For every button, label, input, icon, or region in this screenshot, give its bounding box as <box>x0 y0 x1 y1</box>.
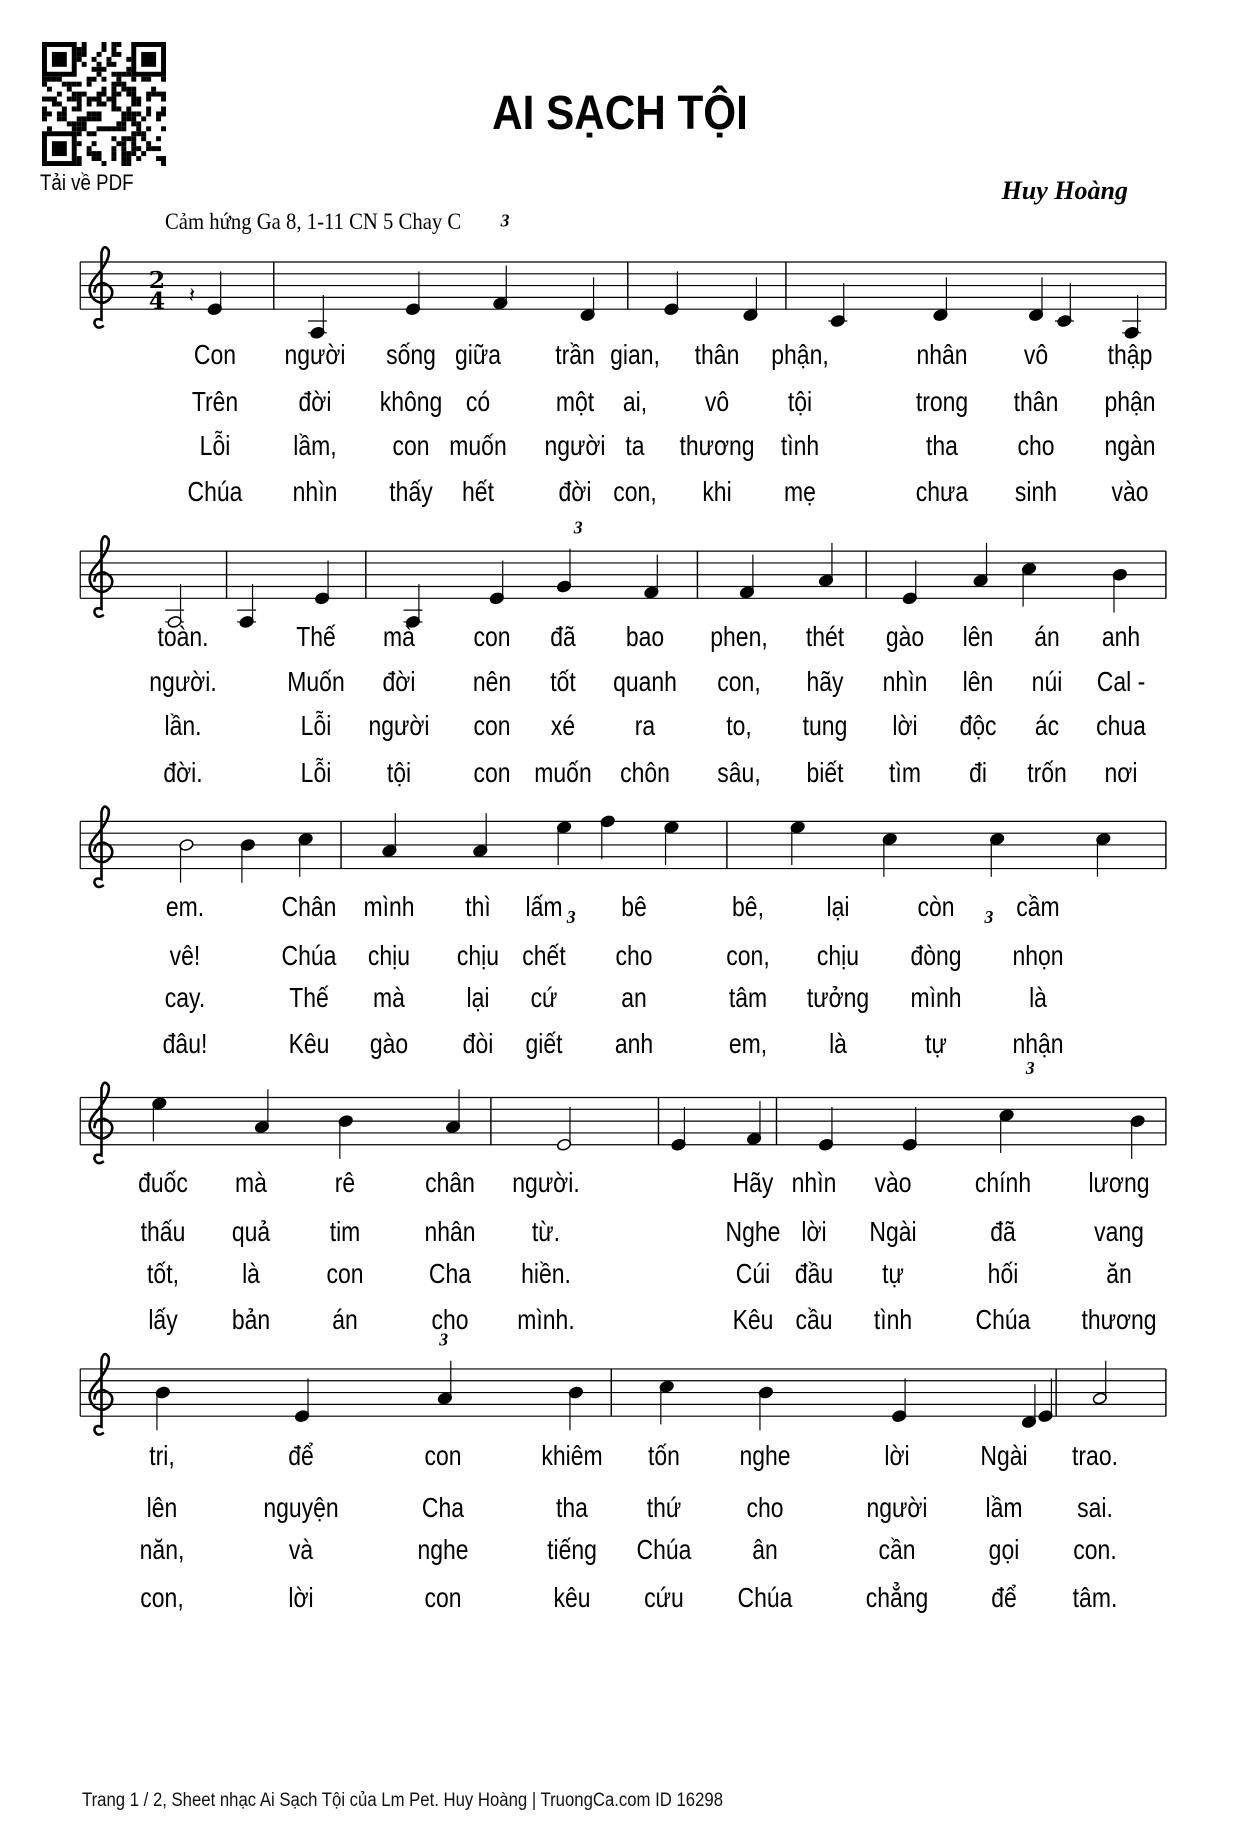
lyric-word: cầm <box>1016 891 1060 922</box>
note <box>1055 283 1074 327</box>
triplet-label: 3 <box>573 517 583 538</box>
lyric-word: con, <box>140 1582 184 1613</box>
staff-system <box>80 1083 1166 1163</box>
lyric-word: trao. <box>1072 1440 1118 1471</box>
lyric-word: Thế <box>296 621 336 652</box>
note <box>828 283 847 327</box>
lyric-word: lầm, <box>293 430 337 461</box>
lyric-word: rê <box>334 1167 356 1198</box>
lyric-word: Nghe <box>725 1216 781 1247</box>
lyric-word: năn, <box>139 1534 185 1565</box>
lyric-word: tình <box>873 1304 913 1335</box>
lyric-word: nhìn <box>791 1167 837 1198</box>
lyric-word: lời <box>801 1216 827 1247</box>
lyric-word: giữa <box>454 339 502 370</box>
time-signature-bottom: 4 <box>148 287 166 316</box>
lyric-word: án <box>1034 621 1060 652</box>
lyric-word: thứ <box>646 1492 682 1523</box>
lyric-word: chẳng <box>865 1582 929 1613</box>
lyric-word: còn <box>917 891 955 922</box>
lyric-word: lần. <box>164 710 202 741</box>
lyric-word: đời. <box>163 757 203 788</box>
note <box>568 1386 583 1430</box>
note <box>1112 568 1127 612</box>
staff-system <box>80 807 1166 887</box>
note <box>902 1107 917 1151</box>
lyric-word: Chúa <box>281 940 337 971</box>
note <box>1028 277 1043 321</box>
lyric-word: đời <box>558 476 592 507</box>
lyric-word: hãy <box>806 666 844 697</box>
lyric-word: tự <box>882 1258 904 1289</box>
lyric-word: Hãy <box>732 1167 774 1198</box>
lyric-word: mình <box>910 982 962 1013</box>
lyric-word: trong <box>915 386 969 417</box>
note <box>1021 562 1036 606</box>
lyric-word: lương <box>1088 1167 1150 1198</box>
lyric-word: lấy <box>148 1304 178 1335</box>
note <box>902 561 917 605</box>
lyric-word: tự <box>925 1028 947 1059</box>
lyric-word: quả <box>231 1216 271 1247</box>
lyric-word: thì <box>465 891 491 922</box>
lyric-word: em. <box>165 891 205 922</box>
lyric-word: cho <box>1017 430 1055 461</box>
download-pdf-link[interactable]: Tải về PDF <box>40 170 134 195</box>
note <box>818 543 833 587</box>
lyric-word: mà <box>373 982 405 1013</box>
lyric-word: Trên <box>191 386 239 417</box>
note <box>999 1109 1014 1153</box>
lyric-word: người <box>866 1492 928 1523</box>
page-footer: Trang 1 / 2, Sheet nhạc Ai Sạch Tội của Lm Pet. Huy Hoàng | TruongCa.com ID 16298 <box>82 1790 723 1811</box>
note <box>1130 1114 1145 1158</box>
lyric-word: mình <box>363 891 415 922</box>
note <box>338 1114 353 1158</box>
lyric-word: nguyện <box>263 1492 339 1523</box>
lyric-word: ân <box>752 1534 778 1565</box>
note <box>671 1107 686 1151</box>
lyric-word: tâm. <box>1072 1582 1118 1613</box>
lyric-word: muốn <box>534 757 592 788</box>
lyric-word: Thế <box>289 982 329 1013</box>
lyric-word: con <box>424 1440 462 1471</box>
note <box>556 821 571 865</box>
lyric-word: gian, <box>610 339 660 370</box>
lyric-word: anh <box>1101 621 1141 652</box>
lyric-word: người <box>368 710 430 741</box>
lyric-word: Cal - <box>1096 666 1146 697</box>
triplet-label: 3 <box>500 210 510 231</box>
lyric-word: nhọn <box>1012 940 1064 971</box>
lyric-word: nghe <box>739 1440 791 1471</box>
lyric-word: con <box>326 1258 364 1289</box>
lyric-word: chịu <box>367 940 411 971</box>
note <box>989 832 1004 876</box>
lyric-word: người. <box>512 1167 580 1198</box>
lyric-word: đòng <box>910 940 962 971</box>
note <box>1038 1378 1053 1422</box>
staff-system <box>80 536 1166 628</box>
lyric-word: tốt, <box>147 1258 179 1289</box>
lyric-word: đầu <box>794 1258 834 1289</box>
lyric-word: nên <box>472 666 512 697</box>
lyric-word: chân <box>425 1167 475 1198</box>
triplet-label: 3 <box>439 1329 449 1350</box>
lyric-word: lại <box>826 891 850 922</box>
lyric-word: vô <box>1023 339 1049 370</box>
note <box>1096 832 1111 876</box>
note <box>743 277 758 321</box>
lyric-word: sâu, <box>717 757 761 788</box>
note <box>580 277 595 321</box>
lyric-word: ngàn <box>1104 430 1156 461</box>
lyric-word: tim <box>329 1216 361 1247</box>
lyric-word: thấu <box>140 1216 186 1247</box>
lyric-word: lại <box>466 982 490 1013</box>
lyric-word: Lỗi <box>199 430 231 461</box>
note <box>405 271 420 315</box>
treble-clef-icon <box>90 807 113 887</box>
lyric-word: hết <box>462 476 494 507</box>
lyric-word: bao <box>625 621 665 652</box>
lyric-word: một <box>555 386 595 417</box>
lyric-word: con, <box>613 476 657 507</box>
lyric-word: sống <box>386 339 436 370</box>
lyric-word: Cha <box>421 1492 465 1523</box>
lyric-word: ai, <box>622 386 648 417</box>
note <box>790 821 805 865</box>
lyric-word: cần <box>878 1534 916 1565</box>
lyric-word: là <box>1029 982 1047 1013</box>
note <box>152 1097 167 1141</box>
lyric-word: con <box>392 430 430 461</box>
lyric-word: trần <box>555 339 595 370</box>
lyric-word: đời <box>298 386 332 417</box>
lyric-word: Chúa <box>636 1534 692 1565</box>
lyric-word: vào <box>1111 476 1149 507</box>
lyric-word: sinh <box>1014 476 1058 507</box>
note <box>739 555 754 599</box>
lyric-word: không <box>379 386 443 417</box>
lyric-word: thương <box>1081 1304 1157 1335</box>
note <box>237 584 256 628</box>
lyric-word: con, <box>717 666 761 697</box>
lyric-word: lên <box>146 1492 178 1523</box>
lyric-word: trốn <box>1027 757 1067 788</box>
lyric-word: con, <box>726 940 770 971</box>
lyric-word: tội <box>386 757 412 788</box>
lyric-word: để <box>288 1440 314 1471</box>
time-signature-top: 2 <box>148 265 166 294</box>
note <box>382 813 397 857</box>
lyric-word: người. <box>149 666 217 697</box>
lyric-word: mà <box>235 1167 267 1198</box>
lyric-word: nơi <box>1104 757 1138 788</box>
lyric-word: lên <box>962 621 994 652</box>
lyric-word: gào <box>369 1028 409 1059</box>
lyric-word: tình <box>780 430 820 461</box>
note <box>445 1089 460 1133</box>
note <box>1122 295 1141 339</box>
lyric-word: nhận <box>1012 1028 1064 1059</box>
lyric-word: Con <box>193 339 237 370</box>
lyric-word: con <box>424 1582 462 1613</box>
lyric-word: thương <box>679 430 755 461</box>
lyric-word: lấm <box>525 891 563 922</box>
lyric-word: Cúi <box>735 1258 771 1289</box>
staff-system <box>80 1354 1166 1434</box>
note <box>933 277 948 321</box>
staff-system <box>80 247 1166 339</box>
lyric-word: quanh <box>613 666 677 697</box>
note <box>659 1380 674 1424</box>
lyric-word: tội <box>787 386 813 417</box>
lyric-word: chịu <box>456 940 500 971</box>
lyric-word: mình. <box>517 1304 575 1335</box>
lyric-word: chưa <box>915 476 969 507</box>
note <box>240 838 255 882</box>
lyric-word: Kêu <box>732 1304 774 1335</box>
lyric-word: lời <box>892 710 918 741</box>
treble-clef-icon <box>90 247 113 327</box>
lyric-word: tha <box>926 430 958 461</box>
composer: Huy Hoàng <box>1001 176 1128 205</box>
lyric-word: thập <box>1107 339 1153 370</box>
lyric-word: kêu <box>553 1582 591 1613</box>
note <box>882 832 897 876</box>
lyric-word: tưởng <box>806 982 870 1013</box>
note <box>644 555 659 599</box>
note <box>818 1107 833 1151</box>
lyric-word: hiền. <box>521 1258 571 1289</box>
note <box>973 543 988 587</box>
lyric-word: là <box>829 1028 847 1059</box>
lyric-word: anh <box>614 1028 654 1059</box>
lyric-word: độc <box>959 710 997 741</box>
lyric-word: Lỗi <box>300 710 332 741</box>
lyric-word: tốn <box>648 1440 680 1471</box>
lyric-word: lầm <box>985 1492 1023 1523</box>
lyric-word: nhân <box>916 339 968 370</box>
lyric-word: em, <box>728 1028 768 1059</box>
lyric-word: khi <box>702 476 732 507</box>
note <box>294 1378 309 1422</box>
lyric-word: Chân <box>281 891 337 922</box>
note <box>489 561 504 605</box>
note <box>493 266 508 310</box>
note <box>664 271 679 315</box>
lyric-word: nhân <box>424 1216 476 1247</box>
lyric-word: gào <box>885 621 925 652</box>
lyric-word: lời <box>884 1440 910 1471</box>
lyric-word: xé <box>550 710 576 741</box>
lyric-word: mẹ <box>784 476 816 507</box>
lyric-word: muốn <box>449 430 507 461</box>
lyric-word: cầu <box>795 1304 833 1335</box>
treble-clef-icon <box>90 536 113 616</box>
lyric-word: giết <box>525 1028 563 1059</box>
note <box>891 1378 906 1422</box>
lyric-word: bản <box>231 1304 271 1335</box>
lyric-word: cứ <box>530 982 558 1013</box>
lyric-word: phận <box>1104 386 1156 417</box>
lyric-word: Lỗi <box>300 757 332 788</box>
lyric-word: an <box>621 982 647 1013</box>
lyric-word: Ngài <box>980 1440 1028 1471</box>
note <box>254 1089 269 1133</box>
lyric-word: hối <box>987 1258 1019 1289</box>
lyric-word: nhìn <box>292 476 338 507</box>
note <box>758 1386 773 1430</box>
lyric-word: đâu! <box>162 1028 208 1059</box>
lyric-word: thân <box>1013 386 1059 417</box>
lyric-word: chua <box>1096 710 1146 741</box>
note <box>556 549 571 593</box>
lyric-word: Chúa <box>187 476 243 507</box>
lyric-word: thân <box>694 339 740 370</box>
lyric-word: từ. <box>531 1216 561 1247</box>
lyric-word: Ngài <box>869 1216 917 1247</box>
treble-clef-icon <box>90 1083 113 1163</box>
lyric-word: chết <box>522 940 566 971</box>
lyric-word: tha <box>556 1492 588 1523</box>
lyric-word: lời <box>288 1582 314 1613</box>
note <box>1021 1384 1036 1428</box>
lyric-word: ác <box>1034 710 1060 741</box>
lyric-word: cay. <box>164 982 206 1013</box>
lyric-word: toàn. <box>157 621 209 652</box>
lyric-word: vô <box>704 386 730 417</box>
note <box>556 1107 571 1151</box>
lyric-word: ta <box>625 430 645 461</box>
lyric-word: để <box>991 1582 1017 1613</box>
lyric-word: gọi <box>988 1534 1020 1565</box>
lyric-word: có <box>465 386 491 417</box>
lyric-word: tiếng <box>547 1534 597 1565</box>
lyric-word: Chúa <box>975 1304 1031 1335</box>
triplet-label: 3 <box>1025 1057 1035 1078</box>
lyric-word: là <box>242 1258 260 1289</box>
lyric-word: án <box>332 1304 358 1335</box>
lyric-word: núi <box>1031 666 1063 697</box>
lyric-word: lên <box>962 666 994 697</box>
lyric-word: vang <box>1094 1216 1144 1247</box>
lyric-word: ra <box>634 710 656 741</box>
lyric-word: cho <box>615 940 653 971</box>
lyric-word: phận, <box>771 339 829 370</box>
treble-clef-icon <box>90 1354 113 1434</box>
rest-icon: 𝄽 <box>188 283 196 309</box>
lyric-word: bê <box>621 891 647 922</box>
lyric-word: người <box>544 430 606 461</box>
lyric-word: cho <box>431 1304 469 1335</box>
note <box>179 838 194 882</box>
note <box>155 1386 170 1430</box>
lyric-word: đã <box>550 621 576 652</box>
lyric-word: chính <box>974 1167 1032 1198</box>
note <box>1092 1361 1107 1405</box>
lyric-word: biết <box>806 757 844 788</box>
lyric-word: Muốn <box>287 666 345 697</box>
lyric-word: mà <box>383 621 415 652</box>
lyric-word: tri, <box>149 1440 175 1471</box>
lyric-word: tâm <box>728 982 768 1013</box>
note <box>746 1101 761 1145</box>
lyric-word: thấy <box>389 476 433 507</box>
lyric-word: tốt <box>550 666 576 697</box>
lyric-word: con <box>473 757 511 788</box>
lyric-word: nhìn <box>882 666 928 697</box>
lyric-word: khiêm <box>541 1440 603 1471</box>
lyric-word: đã <box>990 1216 1016 1247</box>
lyric-word: thét <box>805 621 845 652</box>
triplet-label: 3 <box>984 906 994 927</box>
lyric-word: Kêu <box>288 1028 330 1059</box>
lyric-word: vào <box>874 1167 912 1198</box>
lyric-word: phen, <box>710 621 768 652</box>
triplet-label: 3 <box>566 906 576 927</box>
lyric-word: con. <box>1073 1534 1117 1565</box>
song-title: AI SẠCH TỘI <box>492 87 748 140</box>
note <box>314 561 329 605</box>
lyric-word: to, <box>726 710 752 741</box>
lyric-word: sai. <box>1077 1492 1113 1523</box>
lyric-word: đi <box>969 757 987 788</box>
lyric-word: cho <box>746 1492 784 1523</box>
note <box>600 815 615 859</box>
lyric-word: vê! <box>169 940 201 971</box>
lyric-word: cứu <box>644 1582 684 1613</box>
lyric-word: tìm <box>889 757 921 788</box>
lyric-word: đời <box>382 666 416 697</box>
lyric-word: bê, <box>732 891 764 922</box>
lyric-word: con <box>473 621 511 652</box>
lyric-word: đòi <box>462 1028 494 1059</box>
note <box>207 271 222 315</box>
lyric-word: ăn <box>1106 1258 1132 1289</box>
lyric-word: con <box>473 710 511 741</box>
note <box>664 821 679 865</box>
lyric-word: và <box>288 1534 314 1565</box>
lyric-word: Cha <box>428 1258 472 1289</box>
lyric-word: chịu <box>816 940 860 971</box>
lyric-word: Chúa <box>737 1582 793 1613</box>
note <box>308 295 327 339</box>
lyric-word: nghe <box>417 1534 469 1565</box>
note <box>473 813 488 857</box>
lyric-word: người <box>284 339 346 370</box>
lyric-word: chôn <box>620 757 670 788</box>
lyric-word: tung <box>802 710 848 741</box>
song-subtitle: Cảm hứng Ga 8, 1-11 CN 5 Chay C <box>165 209 462 234</box>
note <box>298 832 313 876</box>
lyric-word: đuốc <box>138 1167 188 1198</box>
note <box>437 1361 452 1405</box>
